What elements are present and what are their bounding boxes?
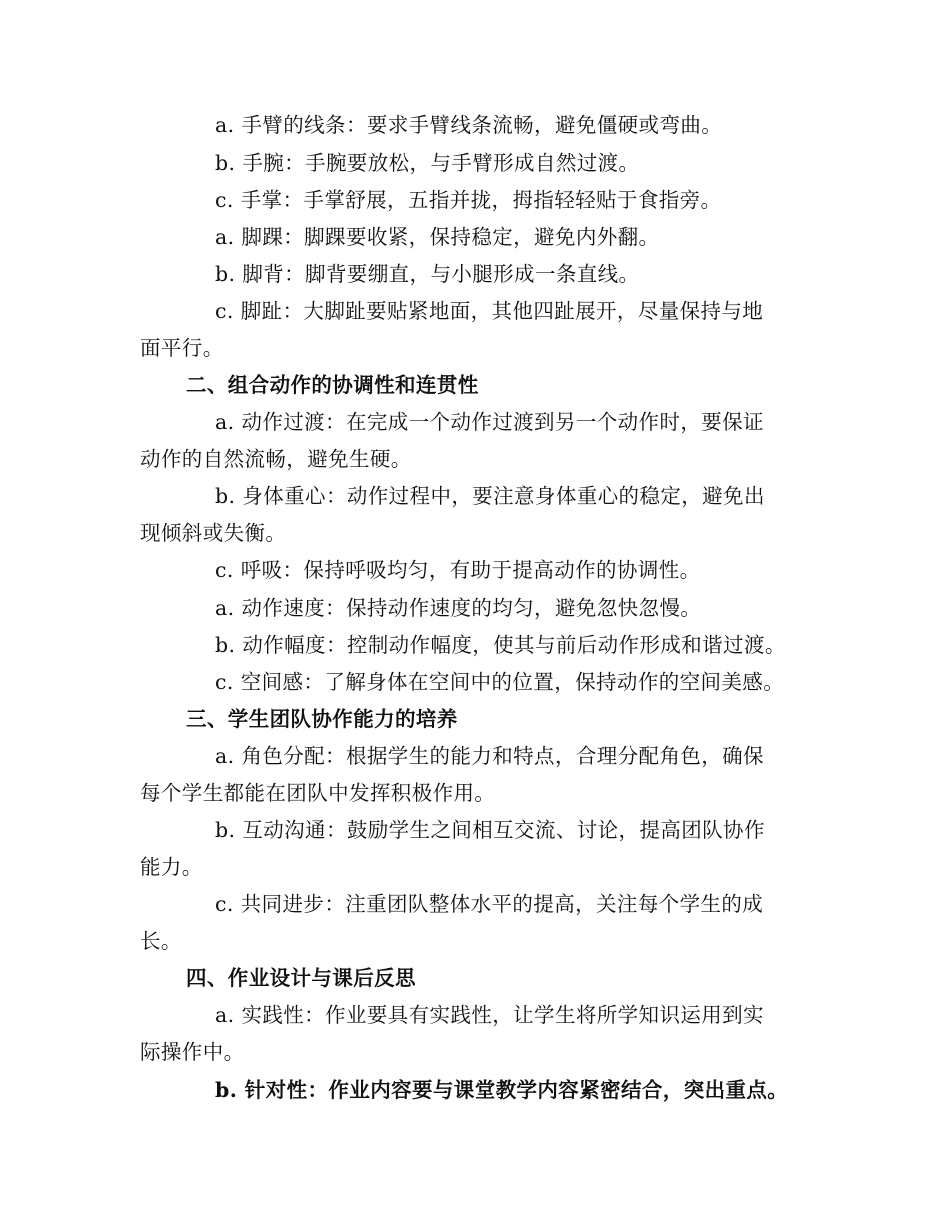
paragraph-line: 动作的自然流畅，避免生硬。 bbox=[140, 447, 412, 471]
section-heading: 二、组合动作的协调性和连贯性 bbox=[186, 373, 479, 397]
paragraph-line: c. 共同进步：注重团队整体水平的提高，关注每个学生的成 bbox=[215, 892, 764, 916]
paragraph-line-bold: b. 针对性：作业内容要与课堂教学内容紧密结合，突出重点。 bbox=[215, 1078, 789, 1102]
paragraph-line: a. 角色分配：根据学生的能力和特点，合理分配角色，确保 bbox=[215, 744, 764, 768]
paragraph-line: 每个学生都能在团队中发挥积极作用。 bbox=[140, 781, 496, 805]
paragraph-line: a. 实践性：作业要具有实践性，让学生将所学知识运用到实 bbox=[215, 1003, 764, 1027]
paragraph-line: 面平行。 bbox=[140, 336, 224, 360]
paragraph-line: c. 呼吸：保持呼吸均匀，有助于提高动作的协调性。 bbox=[215, 558, 701, 582]
paragraph-line: a. 手臂的线条：要求手臂线条流畅，避免僵硬或弯曲。 bbox=[215, 113, 723, 137]
paragraph-line: a. 动作速度：保持动作速度的均匀，避免忽快忽慢。 bbox=[215, 596, 702, 620]
paragraph-line: b. 手腕：手腕要放松，与手臂形成自然过渡。 bbox=[215, 151, 640, 175]
paragraph-line: 际操作中。 bbox=[140, 1040, 245, 1064]
paragraph-line: c. 脚趾：大脚趾要贴紧地面，其他四趾展开，尽量保持与地 bbox=[215, 299, 764, 323]
paragraph-line: a. 动作过渡：在完成一个动作过渡到另一个动作时，要保证 bbox=[215, 410, 764, 434]
paragraph-line: b. 身体重心：动作过程中，要注意身体重心的稳定，避免出 bbox=[215, 484, 765, 508]
paragraph-line: 长。 bbox=[140, 929, 182, 953]
paragraph-line: b. 动作幅度：控制动作幅度，使其与前后动作形成和谐过渡。 bbox=[215, 633, 786, 657]
paragraph-line: b. 互动沟通：鼓励学生之间相互交流、讨论，提高团队协作 bbox=[215, 818, 765, 842]
section-heading: 三、学生团队协作能力的培养 bbox=[186, 707, 458, 731]
paragraph-line: c. 空间感：了解身体在空间中的位置，保持动作的空间美感。 bbox=[215, 670, 785, 694]
paragraph-line: 能力。 bbox=[140, 855, 203, 879]
paragraph-line: b. 脚背：脚背要绷直，与小腿形成一条直线。 bbox=[215, 262, 640, 286]
paragraph-line: c. 手掌：手掌舒展，五指并拢，拇指轻轻贴于食指旁。 bbox=[215, 188, 722, 212]
section-heading: 四、作业设计与课后反思 bbox=[186, 966, 416, 990]
paragraph-line: a. 脚踝：脚踝要收紧，保持稳定，避免内外翻。 bbox=[215, 225, 660, 249]
paragraph-line: 现倾斜或失衡。 bbox=[140, 521, 287, 545]
